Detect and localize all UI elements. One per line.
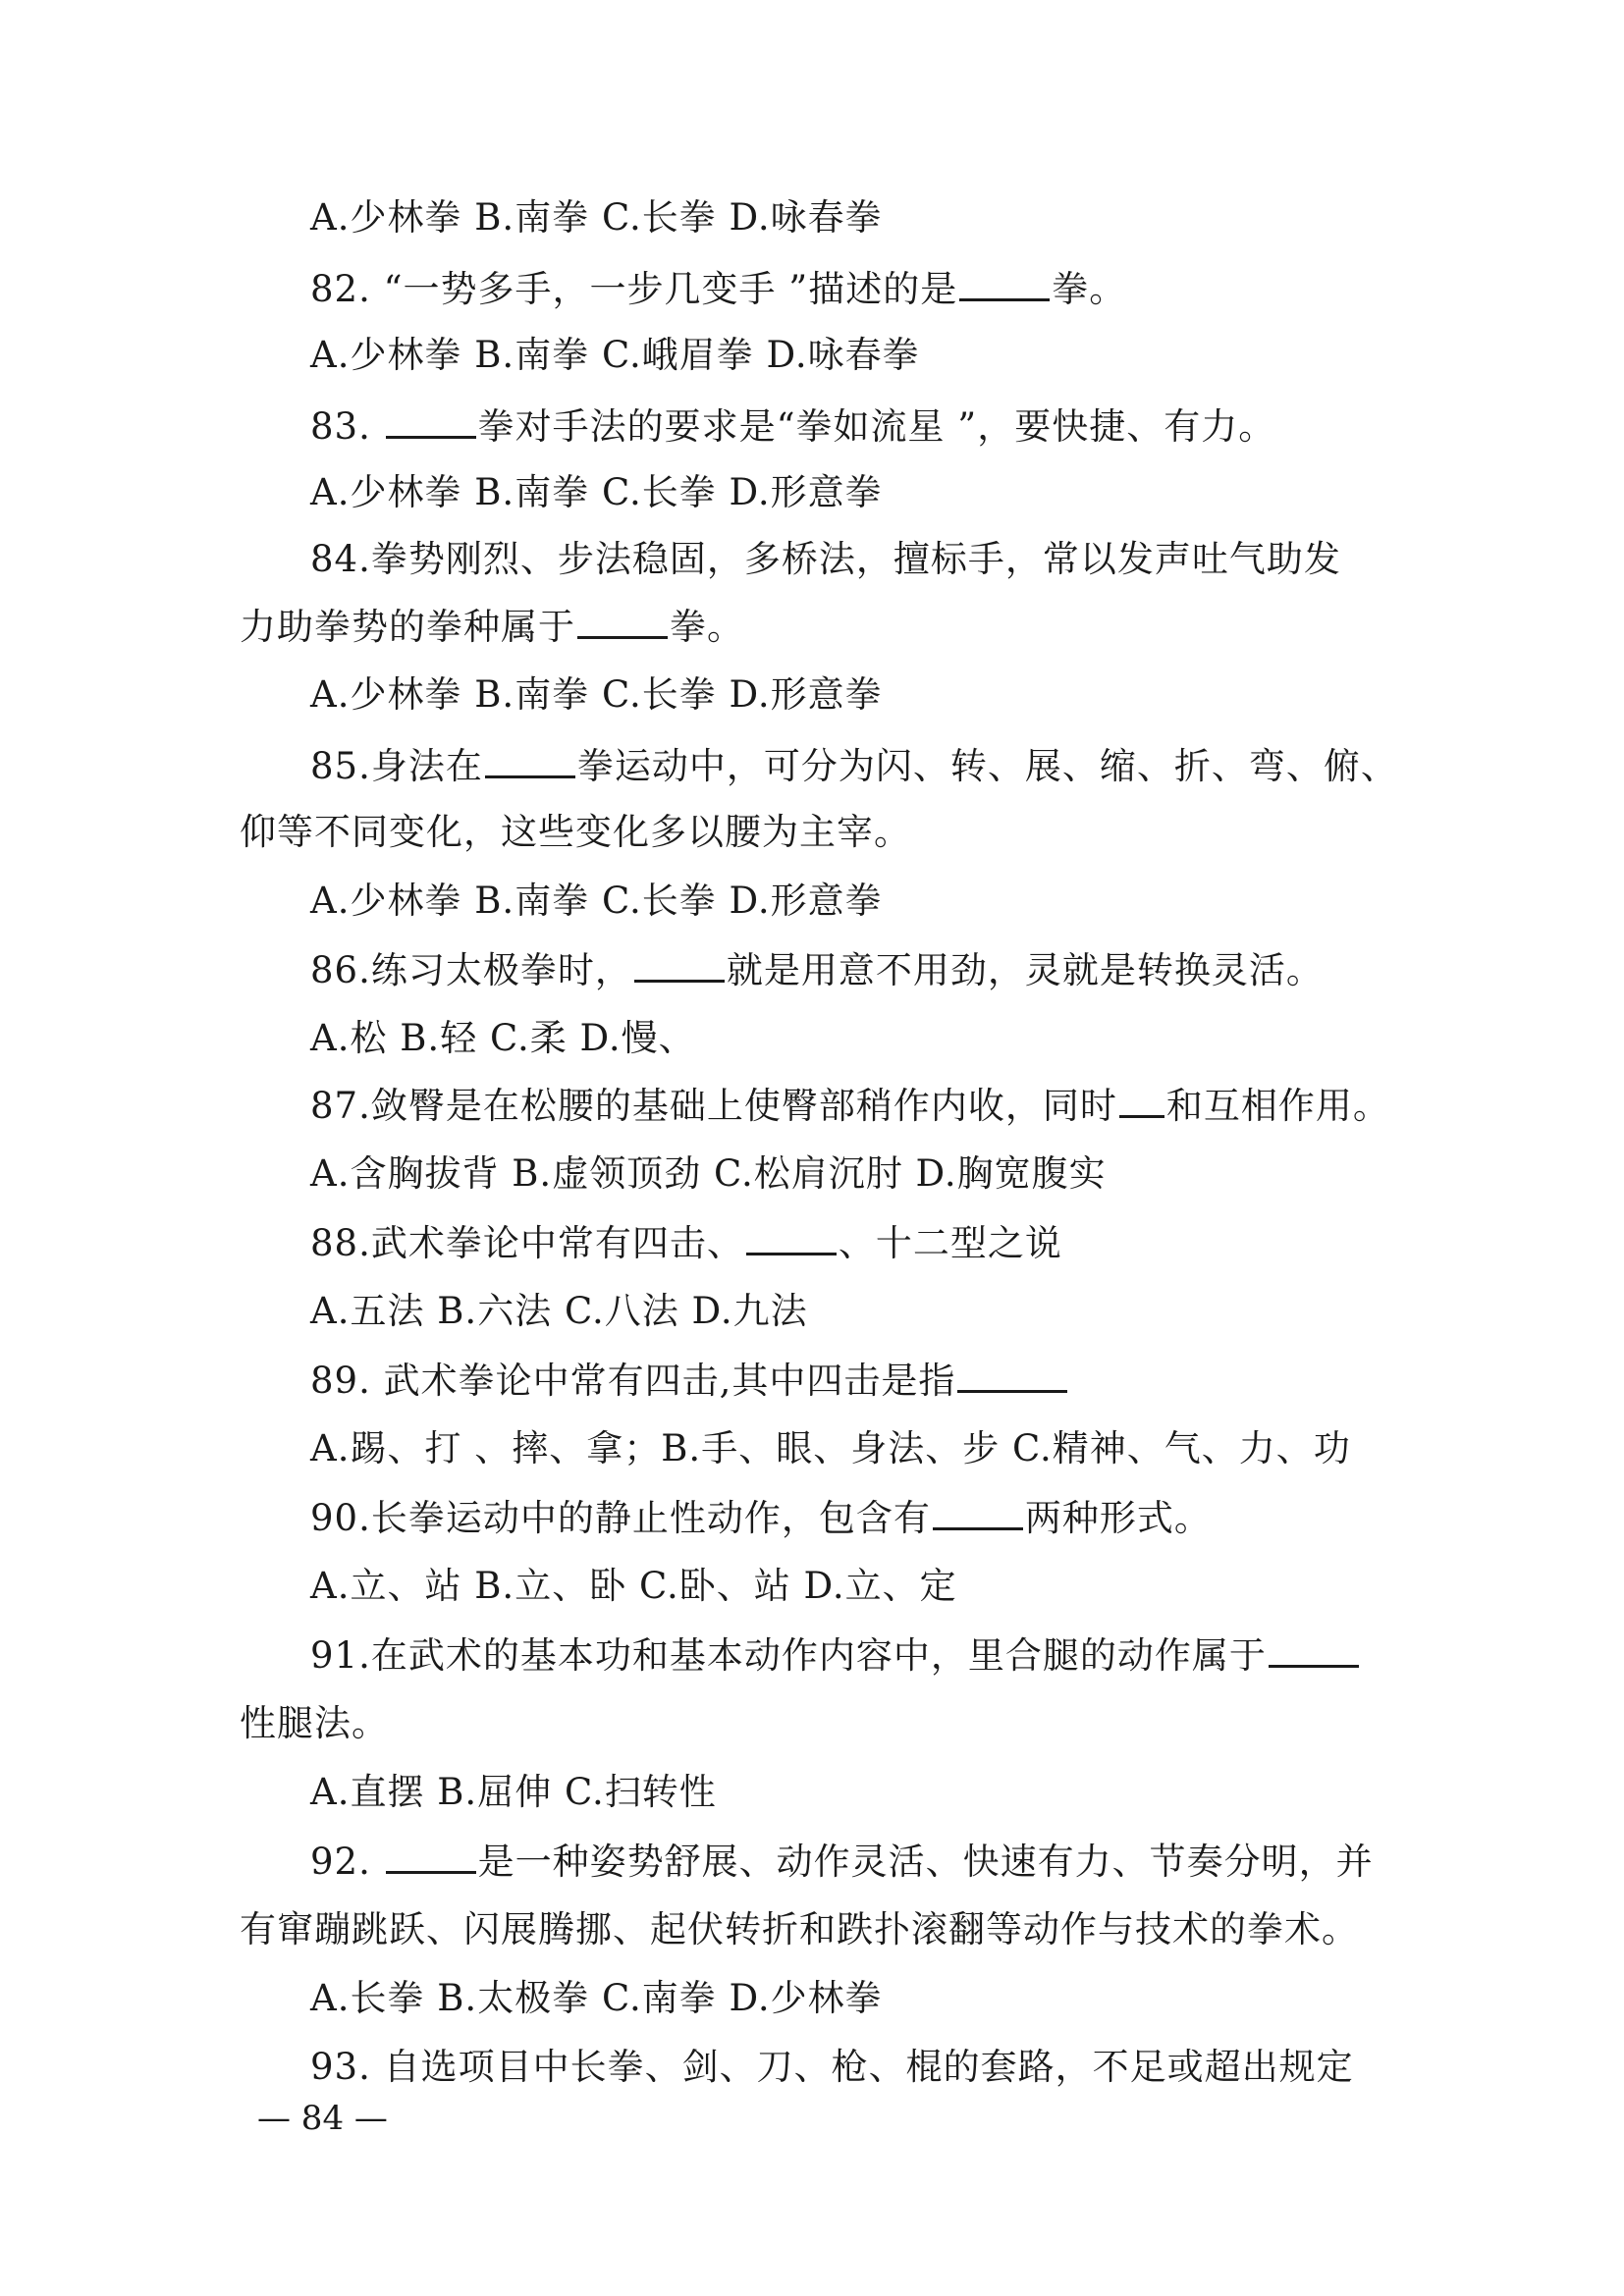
answer-blank [485,742,575,778]
question-84: 84.拳势刚烈、步法稳固，多桥法，擅标手，常以发声吐气助发 [310,538,1341,580]
question-86: 86.练习太极拳时， 就是用意不用劲，灵就是转换灵活。 [310,946,1324,994]
question-92: 92. 是一种姿势舒展、动作灵活、快速有力、节奏分明，并 [310,1838,1374,1886]
answer-blank [1269,1631,1359,1668]
question-91-continued: 性腿法。 [240,1702,389,1744]
question-90: 90.长拳运动中的静止性动作，包含有 两种形式。 [310,1494,1212,1542]
question-89: 89. 武术拳论中常有四击,其中四击是指 [310,1357,1069,1405]
question-84-continued: 力助拳势的拳种属于 拳。 [240,603,744,651]
question-87: 87.敛臀是在松腰的基础上使臀部稍作内收，同时 和互相作用。 [310,1082,1390,1130]
options-85: A.少林拳 B.南拳 C.长拳 D.形意拳 [310,880,883,922]
options-84: A.少林拳 B.南拳 C.长拳 D.形意拳 [310,673,883,716]
answer-blank [746,1219,837,1255]
options-81: A.少林拳 B.南拳 C.长拳 D.咏春拳 [310,196,883,239]
options-89: A.踢、打 、摔、拿；B.手、眼、身法、步 C.精神、气、力、功 [310,1427,1351,1469]
answer-blank [577,603,668,639]
options-82: A.少林拳 B.南拳 C.峨眉拳 D.咏春拳 [310,334,920,376]
options-91: A.直摆 B.屈伸 C.扫转性 [310,1771,717,1813]
question-85-continued: 仰等不同变化，这些变化多以腰为主宰。 [240,811,911,853]
question-91: 91.在武术的基本功和基本动作内容中，里合腿的动作属于 [310,1631,1361,1680]
answer-blank [386,1838,476,1874]
options-86: A.松 B.轻 C.柔 D.慢、 [310,1017,696,1059]
question-93: 93. 自选项目中长拳、剑、刀、枪、棍的套路，不足或超出规定 [310,2046,1354,2088]
answer-blank [959,265,1050,301]
page-number: — 84 — [257,2099,388,2138]
question-82: 82. “一势多手，一步几变手 ”描述的是 拳。 [310,265,1126,313]
options-88: A.五法 B.六法 C.八法 D.九法 [310,1290,808,1332]
question-88: 88.武术拳论中常有四击、 、十二型之说 [310,1219,1062,1267]
question-85: 85.身法在 拳运动中，可分为闪、转、展、缩、折、弯、俯、 [310,742,1398,790]
question-92-continued: 有窜蹦跳跃、闪展腾挪、起伏转折和跌扑滚翻等动作与技术的拳术。 [240,1908,1359,1950]
answer-blank [933,1494,1023,1530]
options-90: A.立、站 B.立、卧 C.卧、站 D.立、定 [310,1565,957,1607]
answer-blank [386,402,476,439]
options-92: A.长拳 B.太极拳 C.南拳 D.少林拳 [310,1977,883,2019]
answer-blank [957,1357,1067,1393]
question-83: 83. 拳对手法的要求是“拳如流星 ”，要快捷、有力。 [310,402,1275,451]
answer-blank [1119,1082,1164,1118]
options-87: A.含胸拔背 B.虚领顶劲 C.松肩沉肘 D.胸宽腹实 [310,1152,1107,1195]
answer-blank [634,946,725,983]
options-83: A.少林拳 B.南拳 C.长拳 D.形意拳 [310,471,883,513]
